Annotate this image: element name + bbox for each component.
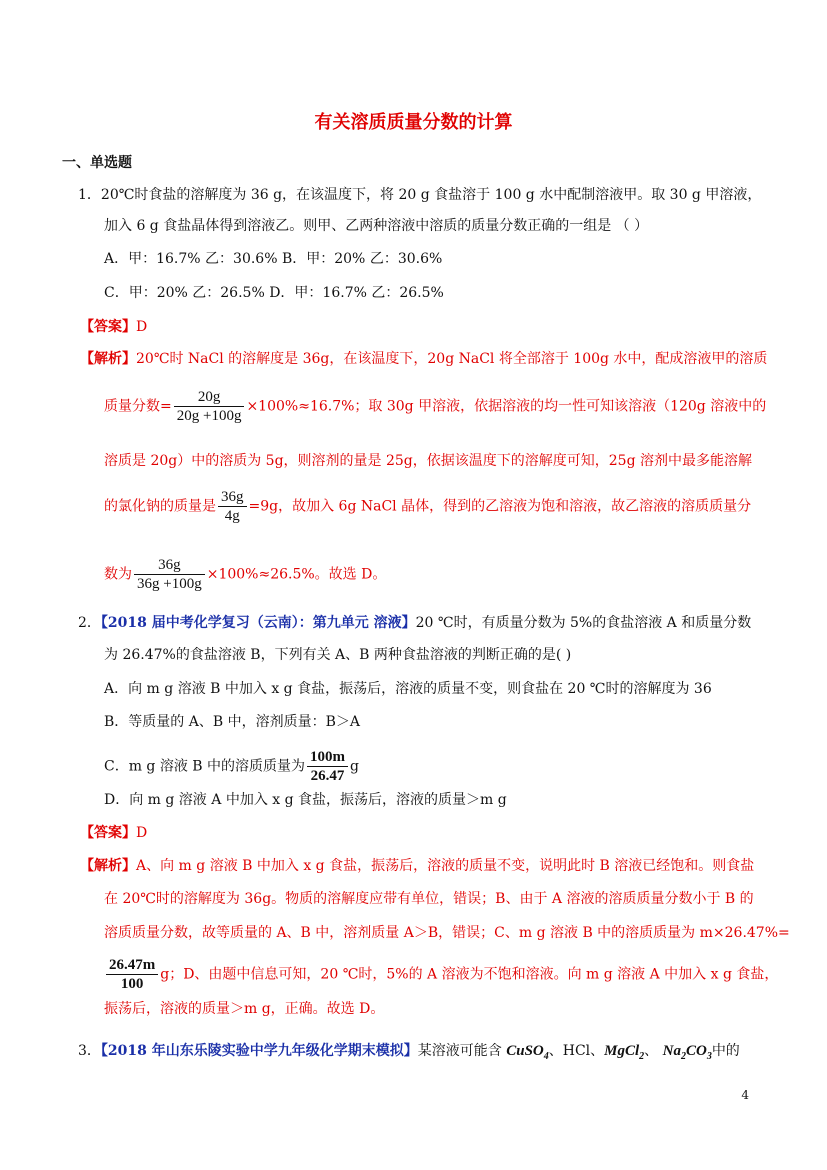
formula-text: CO bbox=[685, 1043, 707, 1059]
question-source: 【2018 届中考化学复习（云南）：第九单元 溶液】 bbox=[100, 615, 416, 631]
q2-analysis-line3: 溶质质量分数，故等质量的 A、B 中，溶剂质量 A＞B，错误；C、m g 溶液 B 中的溶质质量为 m×26.47%= bbox=[104, 925, 790, 941]
option-text: C．m g 溶液 B 中的溶质质量为 bbox=[104, 758, 306, 775]
question-source: 【2018 年山东乐陵实验中学九年级化学期末模拟】 bbox=[100, 1043, 418, 1059]
fraction bbox=[106, 956, 158, 993]
q2-analysis-line2: 在 20℃时的溶解度为 36g。物质的溶解度应带有单位，错误；B、由于 A 溶液的溶质质量分数小于 B 的 bbox=[104, 891, 754, 907]
analysis-text: 数为 bbox=[104, 566, 132, 583]
analysis-text: 20℃时 NaCl 的溶解度是 36g，在该温度下，20g NaCl 将全部溶于 100g 水中，配成溶液甲的溶质 bbox=[136, 351, 768, 367]
formula-subscript: 4 bbox=[543, 1051, 549, 1062]
answer-value: D bbox=[136, 319, 148, 335]
question-number: 3． bbox=[78, 1043, 101, 1059]
q3-stem-line1 bbox=[78, 1042, 740, 1066]
q1-analysis-line5 bbox=[104, 556, 386, 593]
q2-stem-line2: 为 26.47%的食盐溶液 B，下列有关 A、B 两种食盐溶液的判断正确的是( ) bbox=[104, 647, 572, 663]
question-text: 、HCl、 bbox=[548, 1043, 605, 1059]
analysis-text: =9g，故加入 6g NaCl 晶体，得到的乙溶液为饱和溶液，故乙溶液的溶质质量分 bbox=[248, 498, 752, 515]
q2-option-a: A．向 m g 溶液 B 中加入 x g 食盐，振荡后，溶液的质量不变，则食盐在 20 ℃时的溶解度为 36 bbox=[104, 681, 712, 697]
answer-value: D bbox=[136, 825, 148, 841]
q2-stem-line1 bbox=[78, 614, 751, 632]
q1-analysis-line2 bbox=[104, 388, 766, 425]
q2-option-c bbox=[104, 748, 359, 785]
fraction-denominator: 26.47 bbox=[310, 768, 345, 784]
fraction-denominator: 36g +100g bbox=[137, 576, 202, 592]
formula-mgcl2 bbox=[604, 1043, 645, 1062]
fraction-numerator: 20g bbox=[174, 388, 245, 407]
formula-subscript: 2 bbox=[680, 1051, 686, 1062]
fraction bbox=[134, 556, 205, 593]
q1-analysis-line3: 溶质是 20g）中的溶质为 5g，则溶剂的量是 25g，依据该温度下的溶解度可知，25g 溶剂中最多能溶解 bbox=[104, 453, 752, 469]
fraction bbox=[307, 748, 348, 785]
fraction-denominator: 20g +100g bbox=[176, 408, 242, 424]
analysis-text: 质量分数= bbox=[104, 398, 172, 415]
q2-analysis-line1 bbox=[80, 857, 754, 875]
analysis-label: 【解析】 bbox=[80, 351, 136, 367]
q2-option-d: D．向 m g 溶液 A 中加入 x g 食盐，振荡后，溶液的质量＞m g bbox=[104, 792, 507, 808]
document-title: 有关溶质质量分数的计算 bbox=[314, 112, 513, 133]
formula-text: MgCl bbox=[604, 1043, 640, 1059]
analysis-text: ×100%≈16.7%；取 30g 甲溶液，依据溶液的均一性可知该溶液（120g 溶液中的 bbox=[246, 398, 767, 415]
analysis-label: 【解析】 bbox=[80, 858, 136, 874]
section-heading: 一、单选题 bbox=[62, 155, 132, 171]
fraction-denominator: 4g bbox=[224, 508, 240, 524]
formula-cuso4 bbox=[506, 1043, 549, 1062]
fraction-denominator: 100 bbox=[120, 976, 144, 992]
q1-analysis-line4 bbox=[104, 488, 751, 525]
page-number: 4 bbox=[741, 1088, 749, 1102]
q2-analysis-line4 bbox=[104, 956, 778, 993]
analysis-text: 的氯化钠的质量是 bbox=[104, 498, 216, 515]
formula-na2co3 bbox=[662, 1043, 712, 1062]
fraction-numerator: 36g bbox=[218, 488, 247, 507]
q2-analysis-line5: 振荡后，溶液的质量＞m g，正确。故选 D。 bbox=[104, 1001, 385, 1017]
q2-option-b: B．等质量的 A、B 中，溶剂质量：B＞A bbox=[104, 714, 360, 730]
answer-label: 【答案】 bbox=[80, 825, 136, 841]
answer-label: 【答案】 bbox=[80, 319, 136, 335]
q1-stem-line1: 1．20℃时食盐的溶解度为 36 g，在该温度下，将 20 g 食盐溶于 100 g 水中配制溶液甲。取 30 g 甲溶液， bbox=[78, 187, 762, 203]
formula-text: CuSO bbox=[506, 1043, 544, 1059]
question-text: 某溶液可能含 bbox=[417, 1043, 502, 1059]
option-text: g bbox=[350, 758, 360, 775]
question-text: 、 bbox=[644, 1043, 659, 1059]
analysis-text: A、向 m g 溶液 B 中加入 x g 食盐，振荡后，溶液的质量不变，说明此时 B 溶液已经饱和。则食盐 bbox=[136, 858, 755, 874]
analysis-text: ×100%≈26.5%。故选 D。 bbox=[206, 566, 387, 583]
question-text: 20 ℃时，有质量分数为 5%的食盐溶液 A 和质量分数 bbox=[415, 615, 752, 631]
q1-stem-line2: 加入 6 g 食盐晶体得到溶液乙。则甲、乙两种溶液中溶质的质量分数正确的一组是 （ ） bbox=[104, 218, 649, 234]
fraction-numerator: 100m bbox=[307, 748, 348, 767]
q1-answer bbox=[80, 318, 147, 336]
question-number: 2． bbox=[78, 615, 101, 631]
fraction bbox=[174, 388, 245, 425]
fraction-numerator: 26.47m bbox=[106, 956, 158, 975]
q1-options-cd: C．甲：20% 乙：26.5% D．甲：16.7% 乙：26.5% bbox=[104, 285, 444, 301]
q2-answer bbox=[80, 824, 147, 842]
formula-text: Na bbox=[662, 1043, 681, 1059]
q1-analysis-line1 bbox=[80, 350, 767, 368]
fraction bbox=[218, 488, 247, 525]
analysis-text: g；D、由题中信息可知，20 ℃时，5%的 A 溶液为不饱和溶液。向 m g 溶液 A 中加入 x g 食盐， bbox=[160, 966, 779, 983]
question-text: 中的 bbox=[711, 1043, 740, 1059]
formula-subscript: 3 bbox=[706, 1051, 712, 1062]
fraction-numerator: 36g bbox=[134, 556, 205, 575]
q1-options-ab: A．甲：16.7% 乙：30.6% B．甲：20% 乙：30.6% bbox=[104, 251, 443, 267]
formula-subscript: 2 bbox=[639, 1051, 645, 1062]
